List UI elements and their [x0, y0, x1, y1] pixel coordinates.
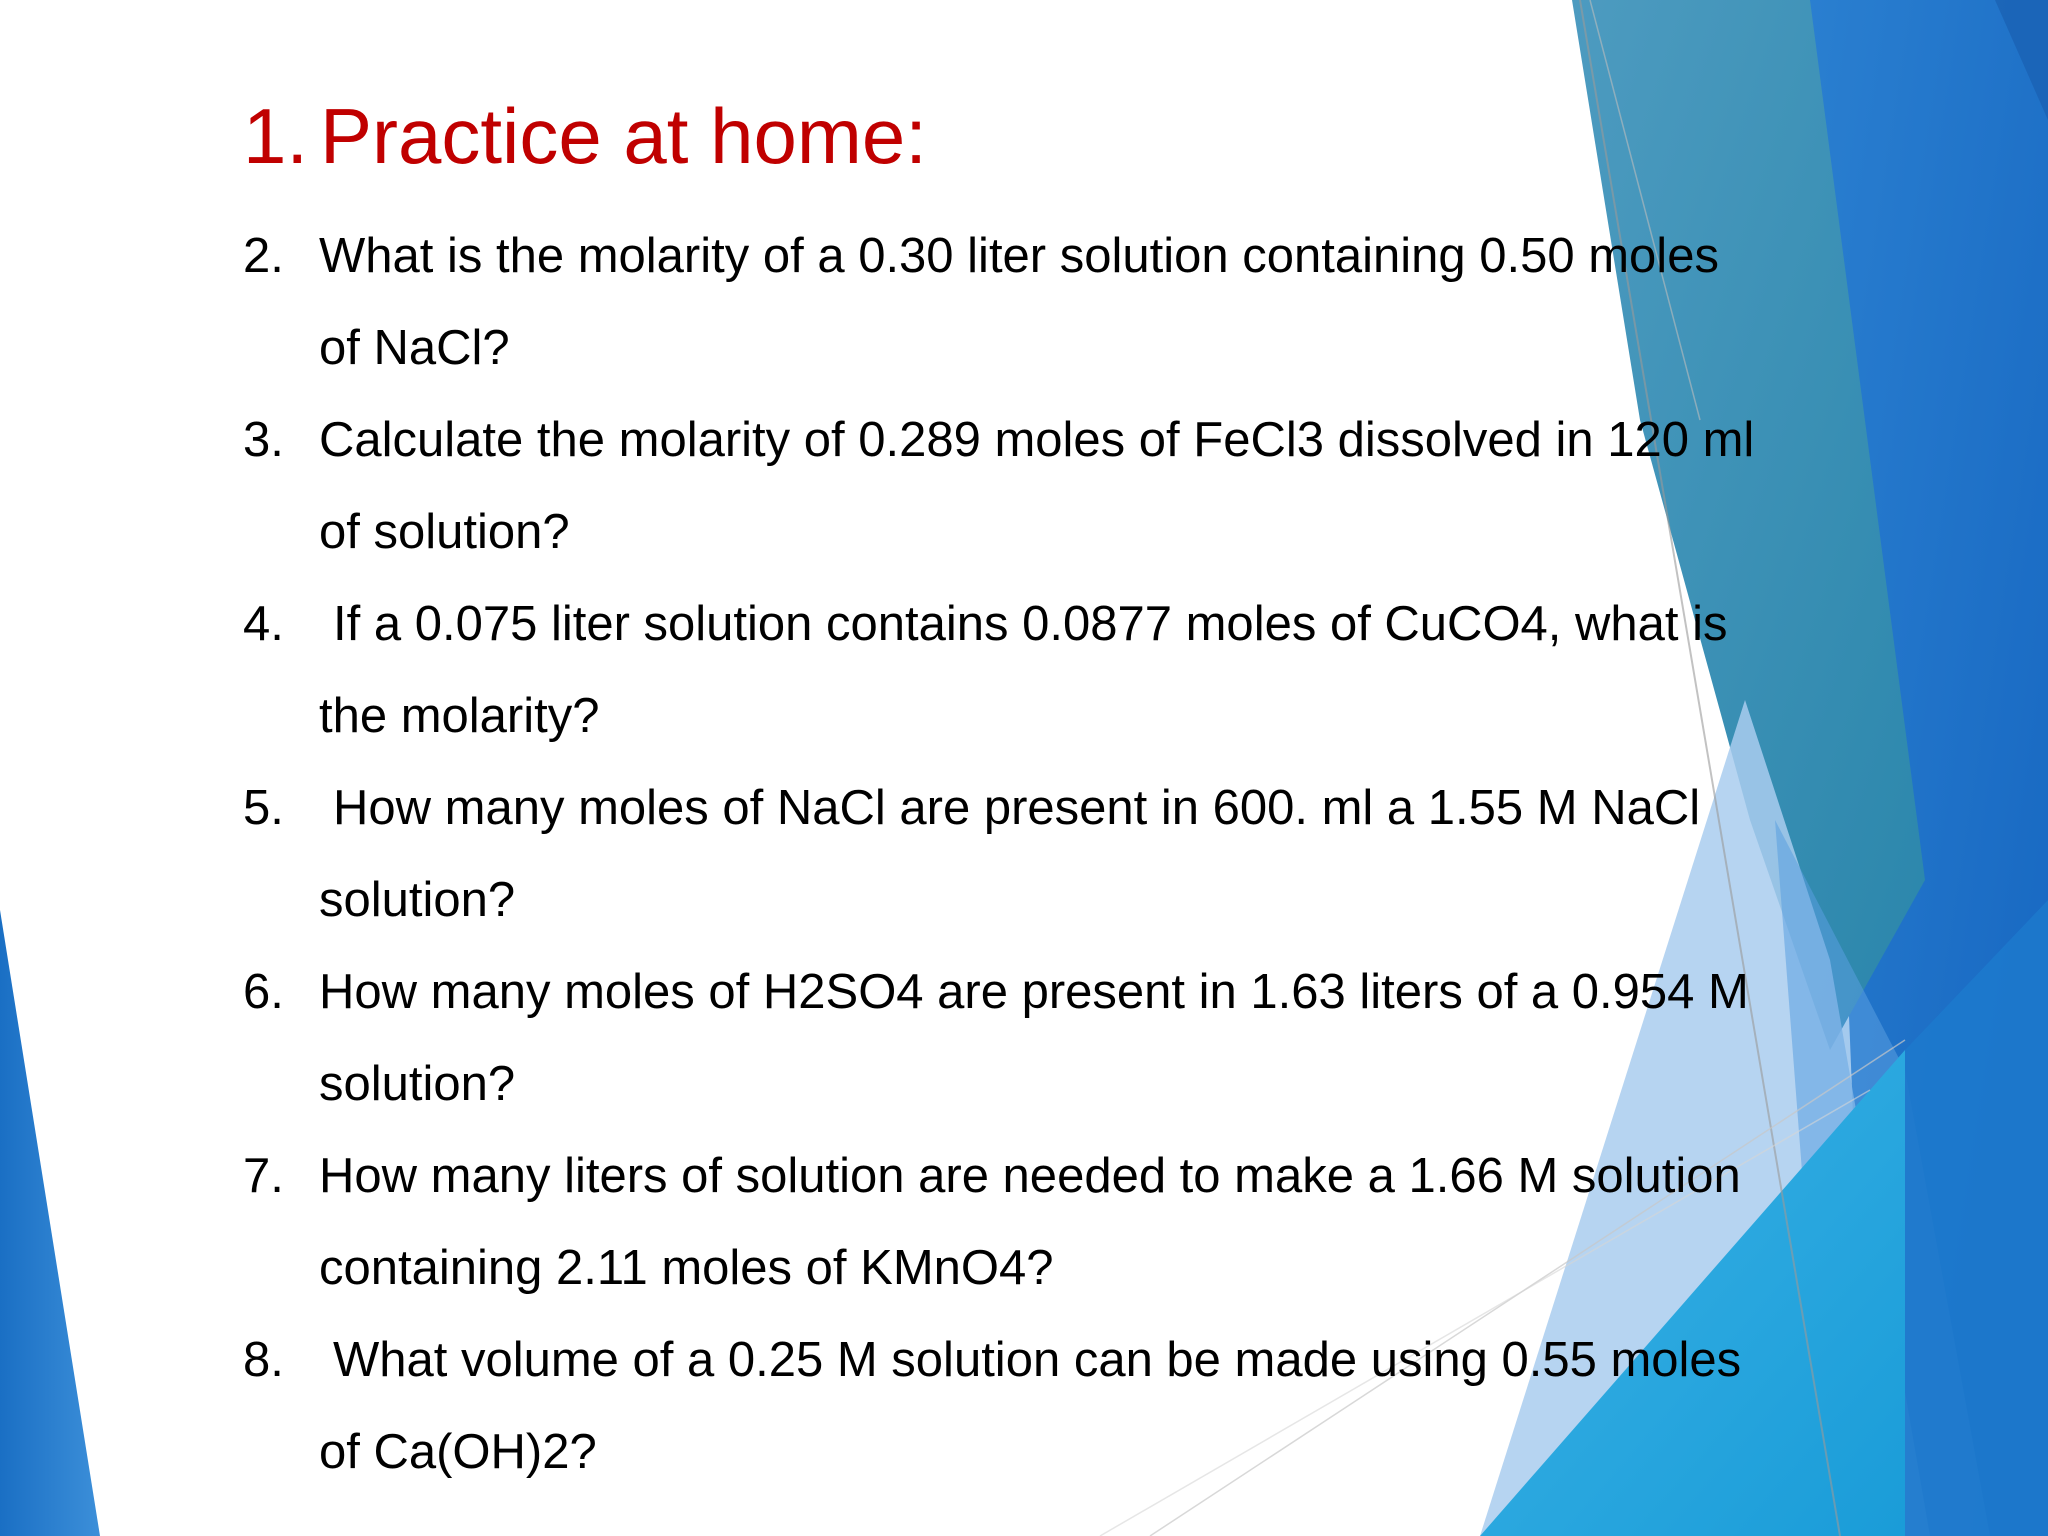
question-item-5 [243, 762, 1879, 946]
question-text [319, 762, 1879, 946]
question-number: 5. [243, 781, 284, 835]
question-number: 8. [243, 1333, 284, 1387]
question-item-7 [243, 1130, 1879, 1314]
question-line: containing 2.11 moles of KMnO4? [319, 1241, 1054, 1295]
question-item-6 [243, 946, 1879, 1130]
question-line: How many liters of solution are needed to make a 1.66 M solution [319, 1149, 1741, 1203]
question-line: What is the molarity of a 0.30 liter solution containing 0.50 moles [319, 229, 1719, 283]
question-text [319, 210, 1879, 394]
question-number: 6. [243, 965, 284, 1019]
question-number: 3. [243, 413, 284, 467]
slide-title-number: 1. [243, 92, 309, 180]
slide-title-text: Practice at home: [320, 92, 927, 180]
question-line: solution? [319, 1057, 516, 1111]
question-line: Calculate the molarity of 0.289 moles of FeCl3 dissolved in 120 ml [319, 413, 1755, 467]
question-item-4 [243, 578, 1879, 762]
question-item-2 [243, 210, 1879, 394]
question-item-3 [243, 394, 1879, 578]
question-line: How many moles of NaCl are present in 600. ml a 1.55 M NaCl [333, 781, 1701, 835]
question-line: How many moles of H2SO4 are present in 1.63 liters of a 0.954 M [319, 965, 1749, 1019]
question-line: If a 0.075 liter solution contains 0.0877 moles of CuCO4, what is [333, 597, 1728, 651]
slide-title [243, 94, 927, 180]
question-line: of NaCl? [319, 321, 510, 375]
question-number: 4. [243, 597, 284, 651]
question-number: 7. [243, 1149, 284, 1203]
question-text [319, 394, 1879, 578]
question-line: the molarity? [319, 689, 600, 743]
question-line: of Ca(OH)2? [319, 1425, 597, 1479]
question-text [319, 1130, 1879, 1314]
question-text [319, 578, 1879, 762]
question-line: solution? [319, 873, 516, 927]
question-line: What volume of a 0.25 M solution can be made using 0.55 moles [333, 1333, 1742, 1387]
question-text [319, 1314, 1879, 1498]
question-item-8 [243, 1314, 1879, 1498]
question-number: 2. [243, 229, 284, 283]
question-line: of solution? [319, 505, 570, 559]
question-text [319, 946, 1879, 1130]
